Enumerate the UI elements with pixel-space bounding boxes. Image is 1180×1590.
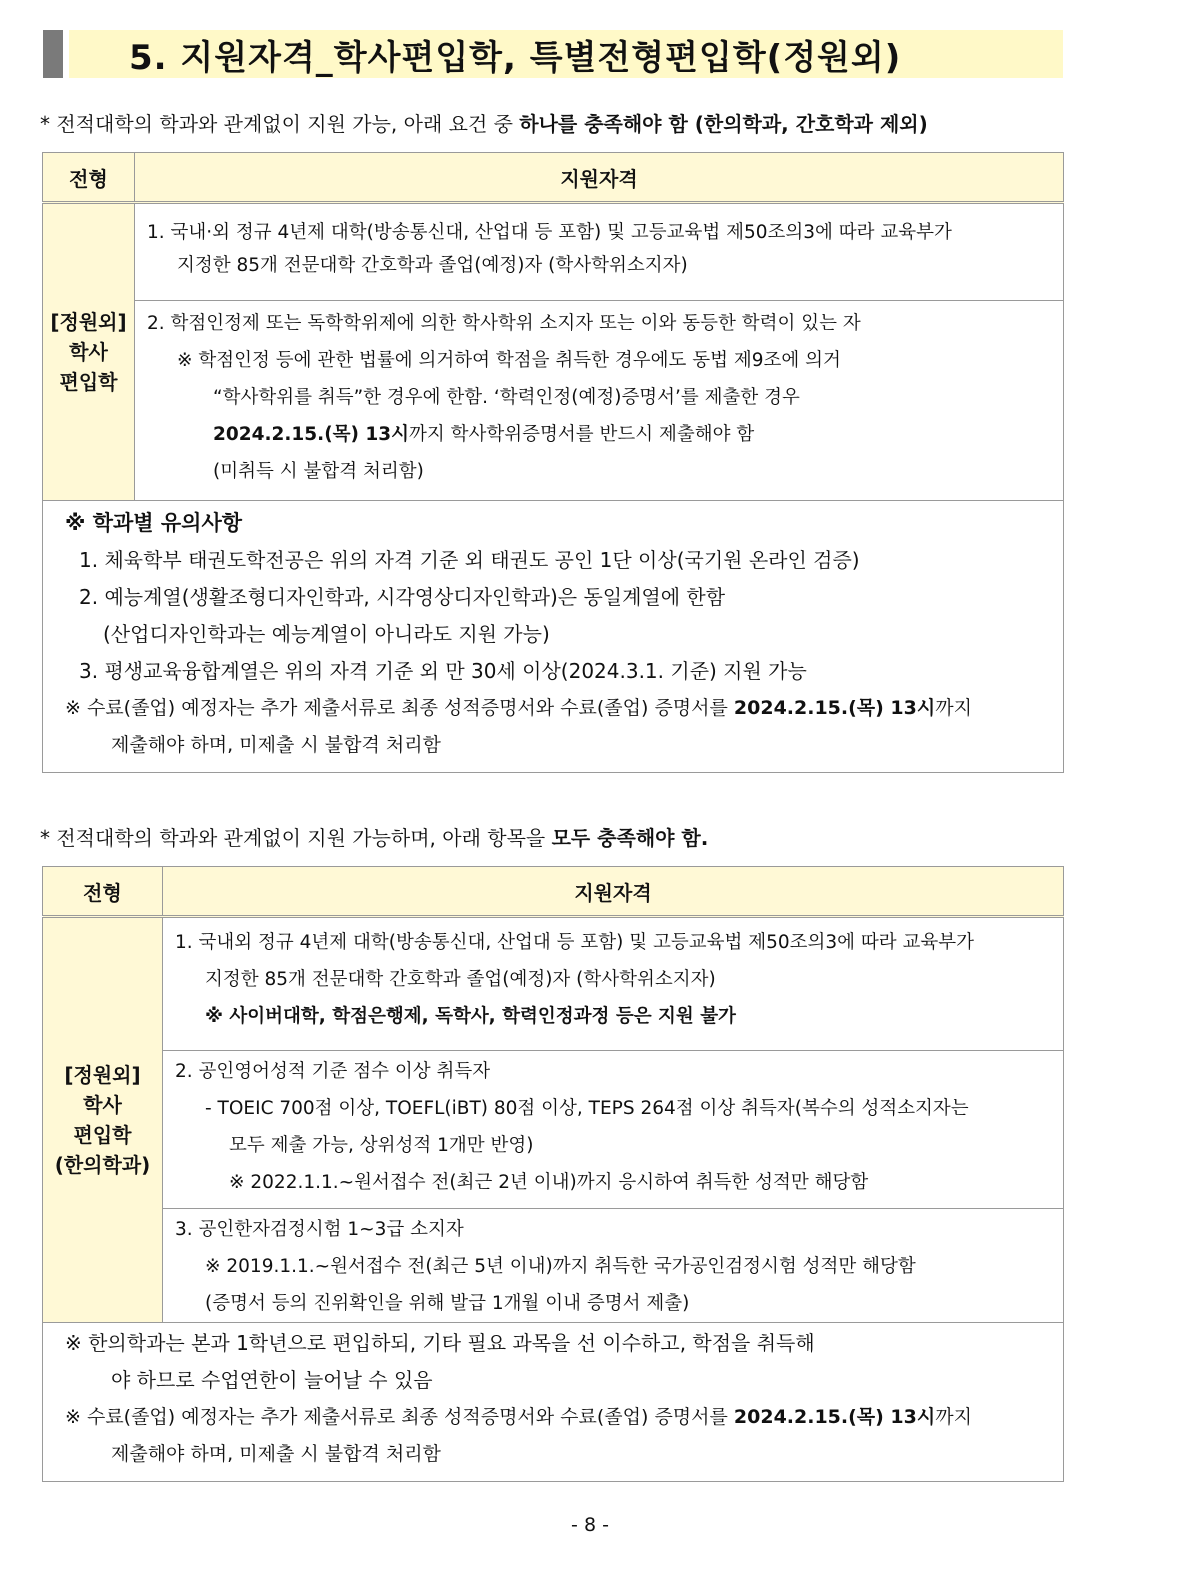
table1-type-cell [43, 203, 135, 501]
table2-item-3 [163, 1209, 1064, 1323]
table2-item-2 [163, 1051, 1064, 1209]
table2-row-2 [43, 1051, 1064, 1209]
note-line: 2. 예능계열(생활조형디자인학과, 시각영상디자인학과)은 동일계열에 한함 [79, 585, 726, 609]
item-line: 모두 제출 가능, 상위성적 1개만 반영) [229, 1135, 534, 1156]
table2-header-row [43, 867, 1064, 917]
item-line: 1. 국내외 정규 4년제 대학(방송통신대, 산업대 등 포함) 및 고등교육법 제50조의3에 따라 교육부가 [175, 932, 974, 953]
note-line: (산업디자인학과는 예능계열이 아니라도 지원 가능) [103, 622, 550, 646]
item-line: 1. 국내·외 정규 4년제 대학(방송통신대, 산업대 등 포함) 및 고등교육법 제50조의3에 따라 교육부가 [147, 222, 952, 243]
page-number: - 8 - [571, 1514, 609, 1536]
section1-intro [40, 108, 928, 137]
type-line: 학사 [83, 1093, 122, 1117]
section2-intro-text: * 전적대학의 학과와 관계없이 지원 가능하며, 아래 항목을 [40, 826, 552, 850]
section2-intro [40, 822, 708, 851]
type-line: 편입학 [73, 1123, 132, 1147]
section-title-block [43, 30, 1063, 78]
title-accent-bar [43, 30, 63, 78]
item-line [147, 416, 1055, 453]
table1-notes-row [43, 501, 1064, 773]
item-line: 지정한 85개 전문대학 간호학과 졸업(예정)자 (학사학위소지자) [205, 969, 716, 990]
item-line: 2. 학점인정제 또는 독학학위제에 의한 학사학위 소지자 또는 이와 동등한 학력이 있는 자 [147, 313, 861, 334]
note-line: 3. 평생교육융합계열은 위의 자격 기준 외 만 30세 이상(2024.3.1. 기준) 지원 가능 [79, 659, 807, 683]
item-line: ※ 2022.1.1.~원서접수 전(최근 2년 이내)까지 응시하여 취득한 성적만 해당함 [229, 1172, 869, 1193]
final-note-line2: 제출해야 하며, 미제출 시 불합격 처리함 [111, 1443, 441, 1465]
final-note-suffix: 까지 [935, 697, 972, 719]
note-line: 야 하므로 수업연한이 늘어날 수 있음 [111, 1368, 433, 1392]
table2-notes [43, 1323, 1064, 1482]
item-line: ※ 학점인정 등에 관한 법률에 의거하여 학점을 취득한 경우에도 동법 제9조에 의거 [177, 350, 841, 371]
qualification-table-1 [42, 152, 1064, 773]
final-note-deadline: 2024.2.15.(목) 13시 [733, 1406, 936, 1428]
table2-row-1 [43, 917, 1064, 1051]
table1-row-1 [43, 203, 1064, 301]
section1-intro-text: * 전적대학의 학과와 관계없이 지원 가능, 아래 요건 중 [40, 112, 520, 136]
final-note-line [65, 1399, 1051, 1436]
section2-intro-bold: 모두 충족해야 함. [551, 826, 709, 850]
table1-header-row [43, 153, 1064, 203]
note-line: 1. 체육학부 태권도학전공은 위의 자격 기준 외 태권도 공인 1단 이상(국기원 온라인 검증) [79, 548, 860, 572]
qualification-table-2 [42, 866, 1064, 1482]
item-line: 3. 공인한자검정시험 1~3급 소지자 [175, 1219, 464, 1240]
table2-col-type: 전형 [43, 867, 163, 917]
notes-heading: ※ 학과별 유의사항 [65, 511, 243, 535]
final-note-line2: 제출해야 하며, 미제출 시 불합격 처리함 [111, 734, 441, 756]
type-line: [정원외] [50, 310, 127, 334]
item-line: - TOEIC 700점 이상, TOEFL(iBT) 80점 이상, TEPS 264점 이상 취득자(복수의 성적소지자는 [205, 1098, 969, 1119]
item-line: 2. 공인영어성적 기준 점수 이상 취득자 [175, 1061, 491, 1082]
table1-notes [43, 501, 1064, 773]
item-line: ※ 2019.1.1.~원서접수 전(최근 5년 이내)까지 취득한 국가공인검정시험 성적만 해당함 [205, 1256, 916, 1277]
item-line: 지정한 85개 전문대학 간호학과 졸업(예정)자 (학사학위소지자) [177, 255, 688, 276]
table1-col-type: 전형 [43, 153, 135, 203]
item-line: (증명서 등의 진위확인을 위해 발급 1개월 이내 증명서 제출) [205, 1293, 690, 1314]
final-note-deadline: 2024.2.15.(목) 13시 [733, 697, 936, 719]
table1-row-2 [43, 301, 1064, 501]
final-note-suffix: 까지 [935, 1406, 972, 1428]
item-line-bold: ※ 사이버대학, 학점은행제, 독학사, 학력인정과정 등은 지원 불가 [205, 1006, 736, 1027]
page-title: 5. 지원자격_학사편입학, 특별전형편입학(정원외) [129, 37, 902, 78]
deadline-bold: 2024.2.15.(목) 13시 [213, 424, 410, 445]
type-line: 편입학 [59, 370, 118, 394]
table2-row-3 [43, 1209, 1064, 1323]
table2-type-cell [43, 917, 163, 1323]
table1-item-1 [135, 203, 1064, 301]
type-line: 학사 [69, 340, 108, 364]
type-line: (한의학과) [54, 1153, 151, 1177]
deadline-rest: 까지 학사학위증명서를 반드시 제출해야 함 [409, 424, 755, 445]
table1-item-2 [135, 301, 1064, 501]
final-note-line [65, 690, 1051, 727]
table2-item-1 [163, 917, 1064, 1051]
item-line: “학사학위를 취득”한 경우에 한함. ‘학력인정(예정)증명서’를 제출한 경우 [213, 387, 800, 408]
final-note-text: ※ 수료(졸업) 예정자는 추가 제출서류로 최종 성적증명서와 수료(졸업) 증명서를 [65, 1406, 734, 1428]
type-line: [정원외] [64, 1063, 141, 1087]
title-highlight [69, 30, 1063, 78]
note-line: ※ 한의학과는 본과 1학년으로 편입하되, 기타 필요 과목을 선 이수하고, 학점을 취득해 [65, 1331, 815, 1355]
final-note-text: ※ 수료(졸업) 예정자는 추가 제출서류로 최종 성적증명서와 수료(졸업) 증명서를 [65, 697, 734, 719]
table1-col-qual: 지원자격 [135, 153, 1064, 203]
item-line: (미취득 시 불합격 처리함) [213, 461, 424, 482]
section1-intro-bold: 하나를 충족해야 함 (한의학과, 간호학과 제외) [519, 112, 928, 136]
table2-col-qual: 지원자격 [163, 867, 1064, 917]
table2-notes-row [43, 1323, 1064, 1482]
